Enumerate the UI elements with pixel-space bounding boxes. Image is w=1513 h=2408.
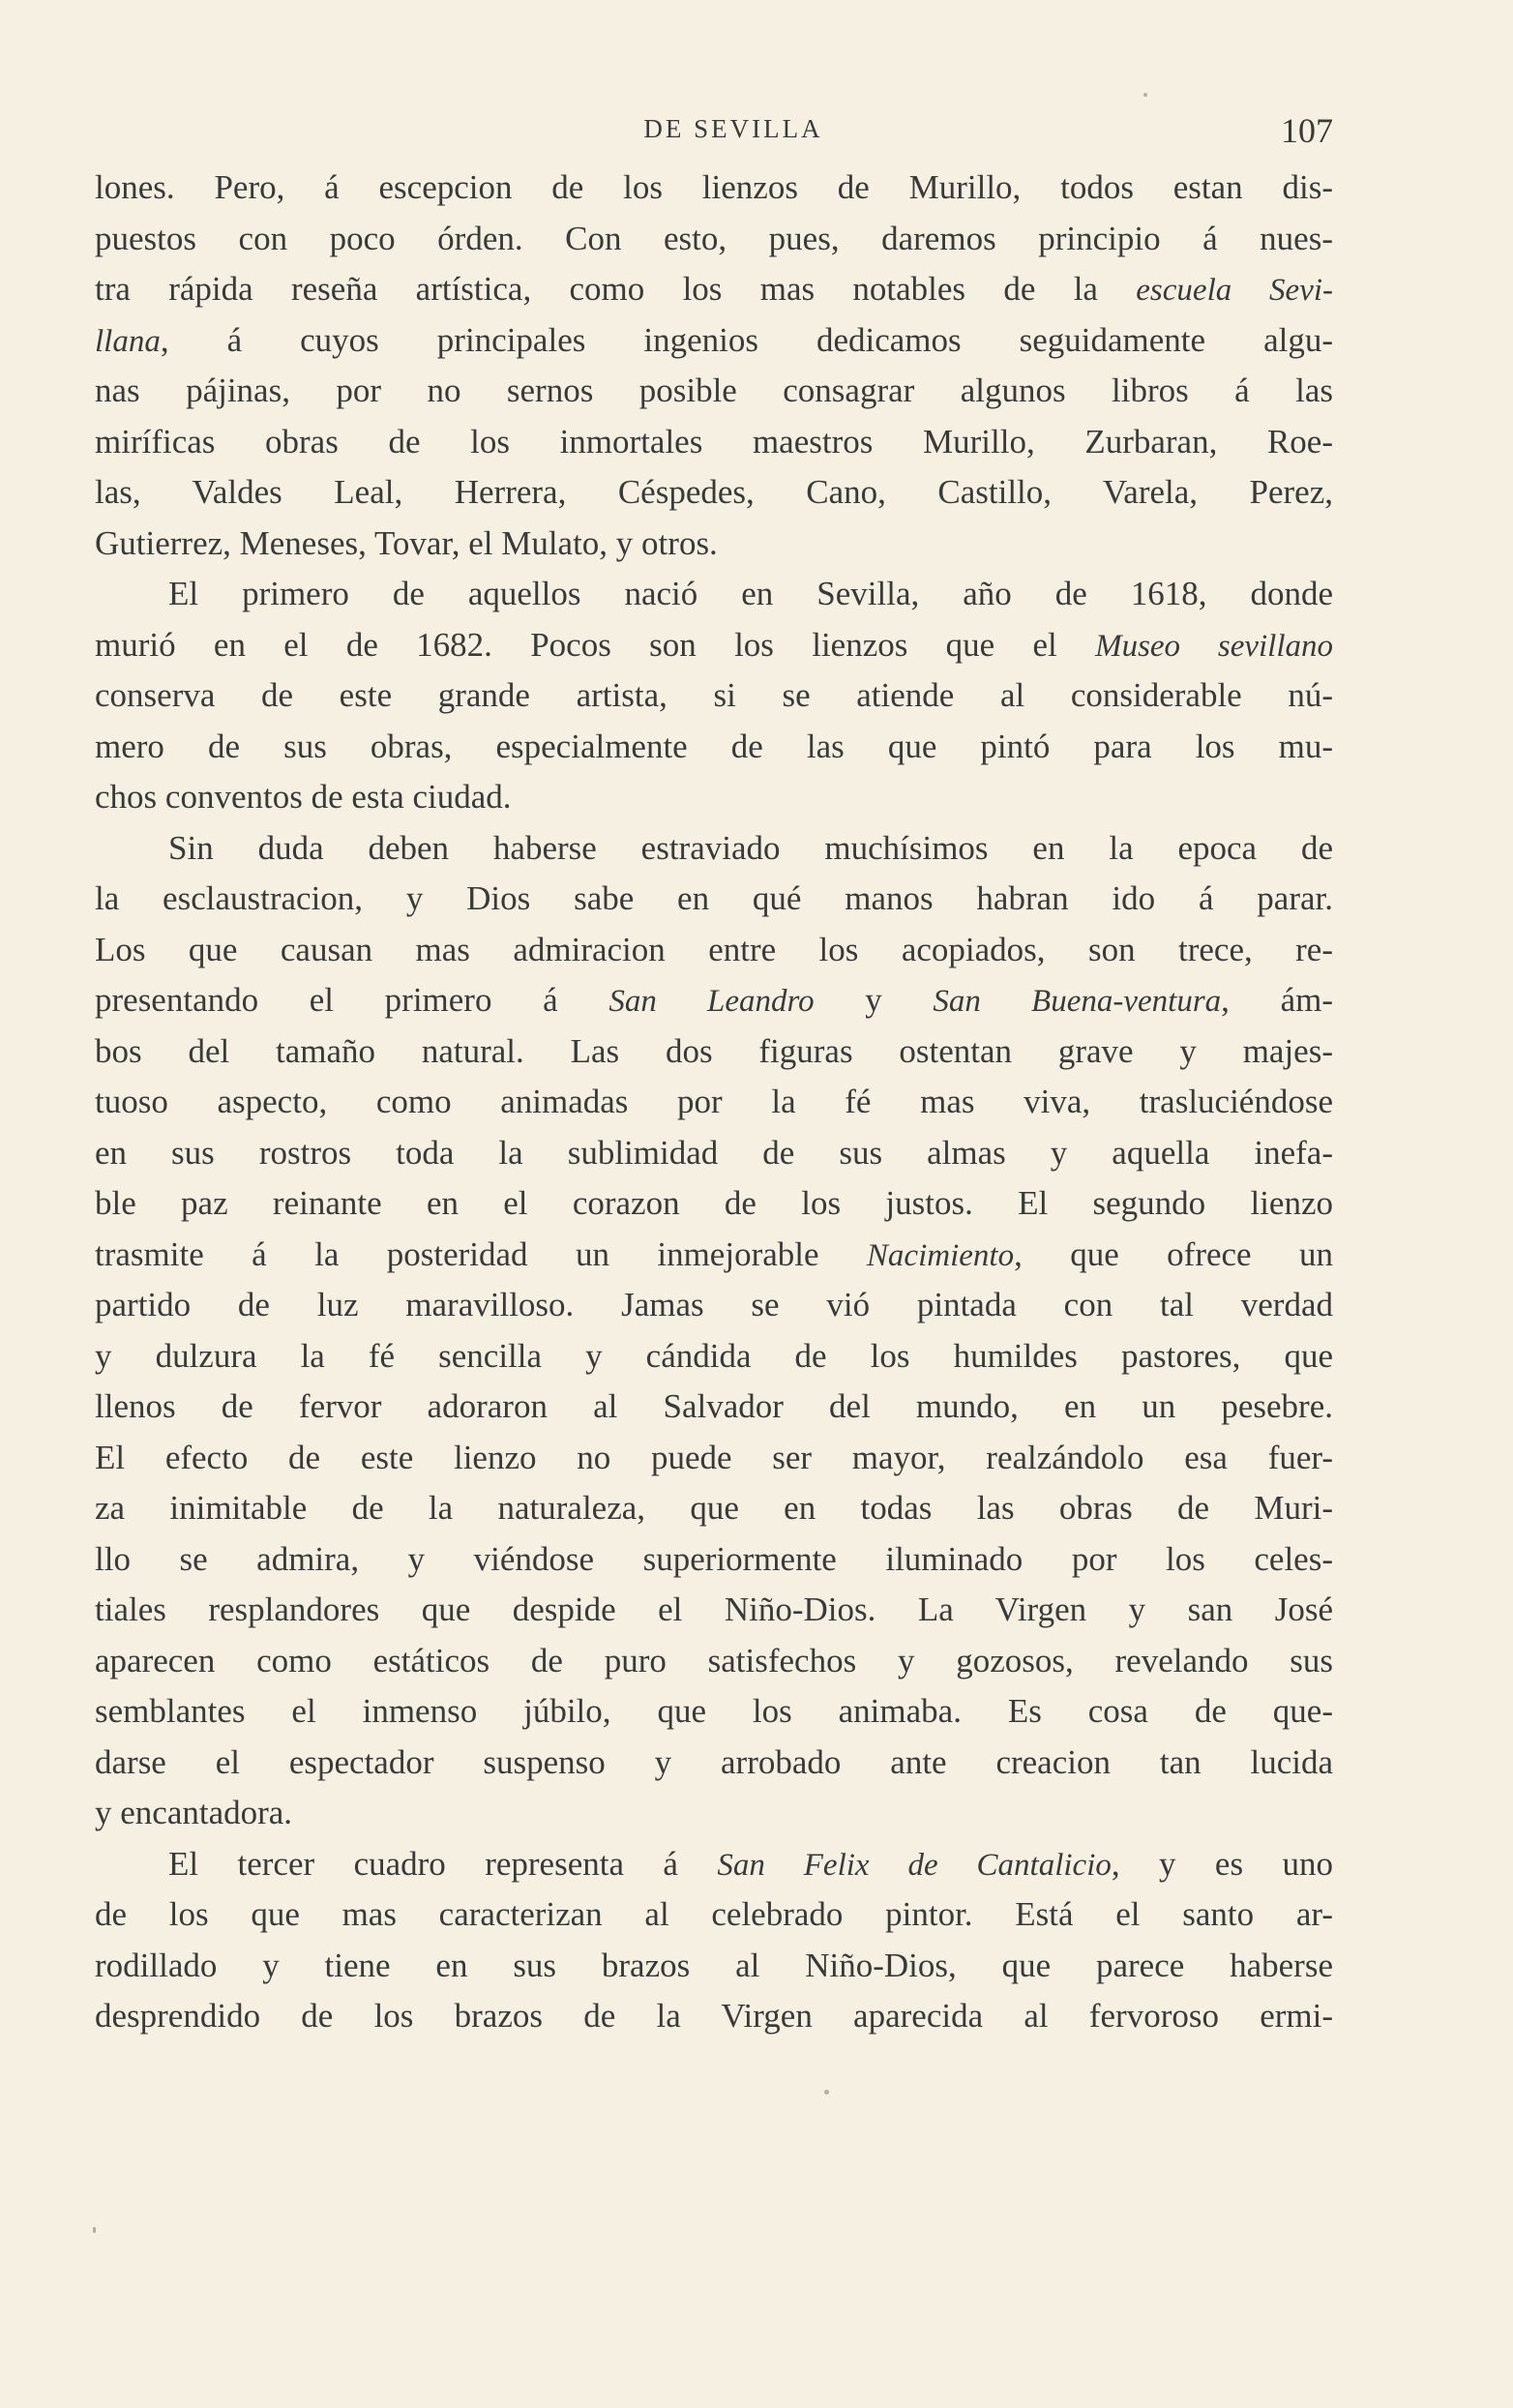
paragraph-start: El primero de aquellos nació en Sevilla, año de 1618, donde (168, 575, 1333, 612)
text-line: miríficas obras de los inmortales maestros Murillo, Zurbaran, Roe- (95, 422, 1333, 461)
text-line: la esclaustracion, y Dios sabe en qué manos habran ido á parar. (95, 879, 1333, 917)
text-line: mero de sus obras, especialmente de las que pintó para los mu- (95, 727, 1333, 765)
text-line: aparecen como estáticos de puro satisfechos y gozosos, revelando sus (95, 1641, 1333, 1680)
text-line: ble paz reinante en el corazon de los justos. El segundo lienzo (95, 1184, 1333, 1222)
italic-phrase: San Felix de Cantalicio (717, 1847, 1112, 1883)
text-line: trasmite á la posteridad un inmejorable Nacimiento, que ofrece un (95, 1234, 1333, 1273)
paper-speck (1143, 93, 1147, 97)
text-line: llo se admira, y viéndose superiormente iluminado por los celes- (95, 1539, 1333, 1578)
text-line: llana, á cuyos principales ingenios dedicamos seguidamente algu- (95, 320, 1333, 359)
text-line: chos conventos de esta ciudad. (95, 778, 512, 816)
italic-phrase: Museo sevillano (1095, 628, 1333, 664)
text-line: za inimitable de la naturaleza, que en todas las obras de Muri- (95, 1489, 1333, 1527)
page-number: 107 (1281, 111, 1333, 150)
text-line: tra rápida reseña artística, como los mas notables de la escuela Sevi- (95, 270, 1333, 308)
text-line: y encantadora. (95, 1794, 293, 1831)
italic-phrase: Nacimiento (866, 1237, 1015, 1273)
text-line: tuoso aspecto, como animadas por la fé mas viva, trasluciéndose (95, 1083, 1333, 1120)
italic-phrase: escuela Sevi- (1136, 273, 1333, 308)
text-line: llenos de fervor adoraron al Salvador del mundo, en un pesebre. (95, 1387, 1333, 1425)
text-line: puestos con poco órden. Con esto, pues, daremos principio á nues- (95, 219, 1333, 257)
paragraph-start: Sin duda deben haberse estraviado muchísimos en la epoca de (168, 828, 1333, 867)
text-line: semblantes el inmenso júbilo, que los animaba. Es cosa de que- (95, 1692, 1333, 1730)
body-text (95, 163, 1333, 2042)
text-line: nas pájinas, por no sernos posible consagrar algunos libros á las (95, 372, 1333, 409)
running-title: DE SEVILLA (643, 114, 823, 143)
text-line: desprendido de los brazos de la Virgen aparecida al fervoroso ermi- (95, 1997, 1333, 2035)
italic-phrase: llana (95, 323, 161, 359)
paper-speck (824, 2090, 829, 2095)
text-line: en sus rostros toda la sublimidad de sus almas y aquella inefa- (95, 1133, 1333, 1172)
italic-phrase: San Buena-ventura (933, 984, 1222, 1019)
text-line: rodillado y tiene en sus brazos al Niño-Dios, que parece haberse (95, 1946, 1333, 1984)
text-line: de los que mas caracterizan al celebrado pintor. Está el santo ar- (95, 1895, 1333, 1933)
text-line: y dulzura la fé sencilla y cándida de los humildes pastores, que (95, 1336, 1333, 1375)
text-line: tiales resplandores que despide el Niño-Dios. La Virgen y san José (95, 1590, 1333, 1628)
running-head (95, 111, 1333, 153)
text-line: murió en el de 1682. Pocos son los lienzos que el Museo sevillano (95, 625, 1333, 664)
italic-phrase: San Leandro (608, 984, 815, 1019)
text-line: El efecto de este lienzo no puede ser mayor, realzándolo esa fuer- (95, 1438, 1333, 1476)
text-line: presentando el primero á San Leandro y San Buena-ventura, ám- (95, 981, 1333, 1019)
paragraph-start: El tercer cuadro representa á San Felix de Cantalicio, y es uno (168, 1844, 1333, 1883)
text-line: las, Valdes Leal, Herrera, Céspedes, Cano, Castillo, Varela, Perez, (95, 473, 1333, 511)
text-line: Los que causan mas admiracion entre los acopiados, son trece, re- (95, 930, 1333, 968)
paper-speck (93, 2227, 96, 2233)
text-line: conserva de este grande artista, si se atiende al considerable nú- (95, 676, 1333, 714)
text-line: bos del tamaño natural. Las dos figuras ostentan grave y majes- (95, 1031, 1333, 1070)
text-line: lones. Pero, á escepcion de los lienzos de Murillo, todos estan dis- (95, 168, 1333, 206)
text-line: darse el espectador suspenso y arrobado ante creacion tan lucida (95, 1742, 1333, 1781)
text-line: partido de luz maravilloso. Jamas se vió pintada con tal verdad (95, 1286, 1333, 1323)
text-line: Gutierrez, Meneses, Tovar, el Mulato, y otros. (95, 523, 718, 562)
